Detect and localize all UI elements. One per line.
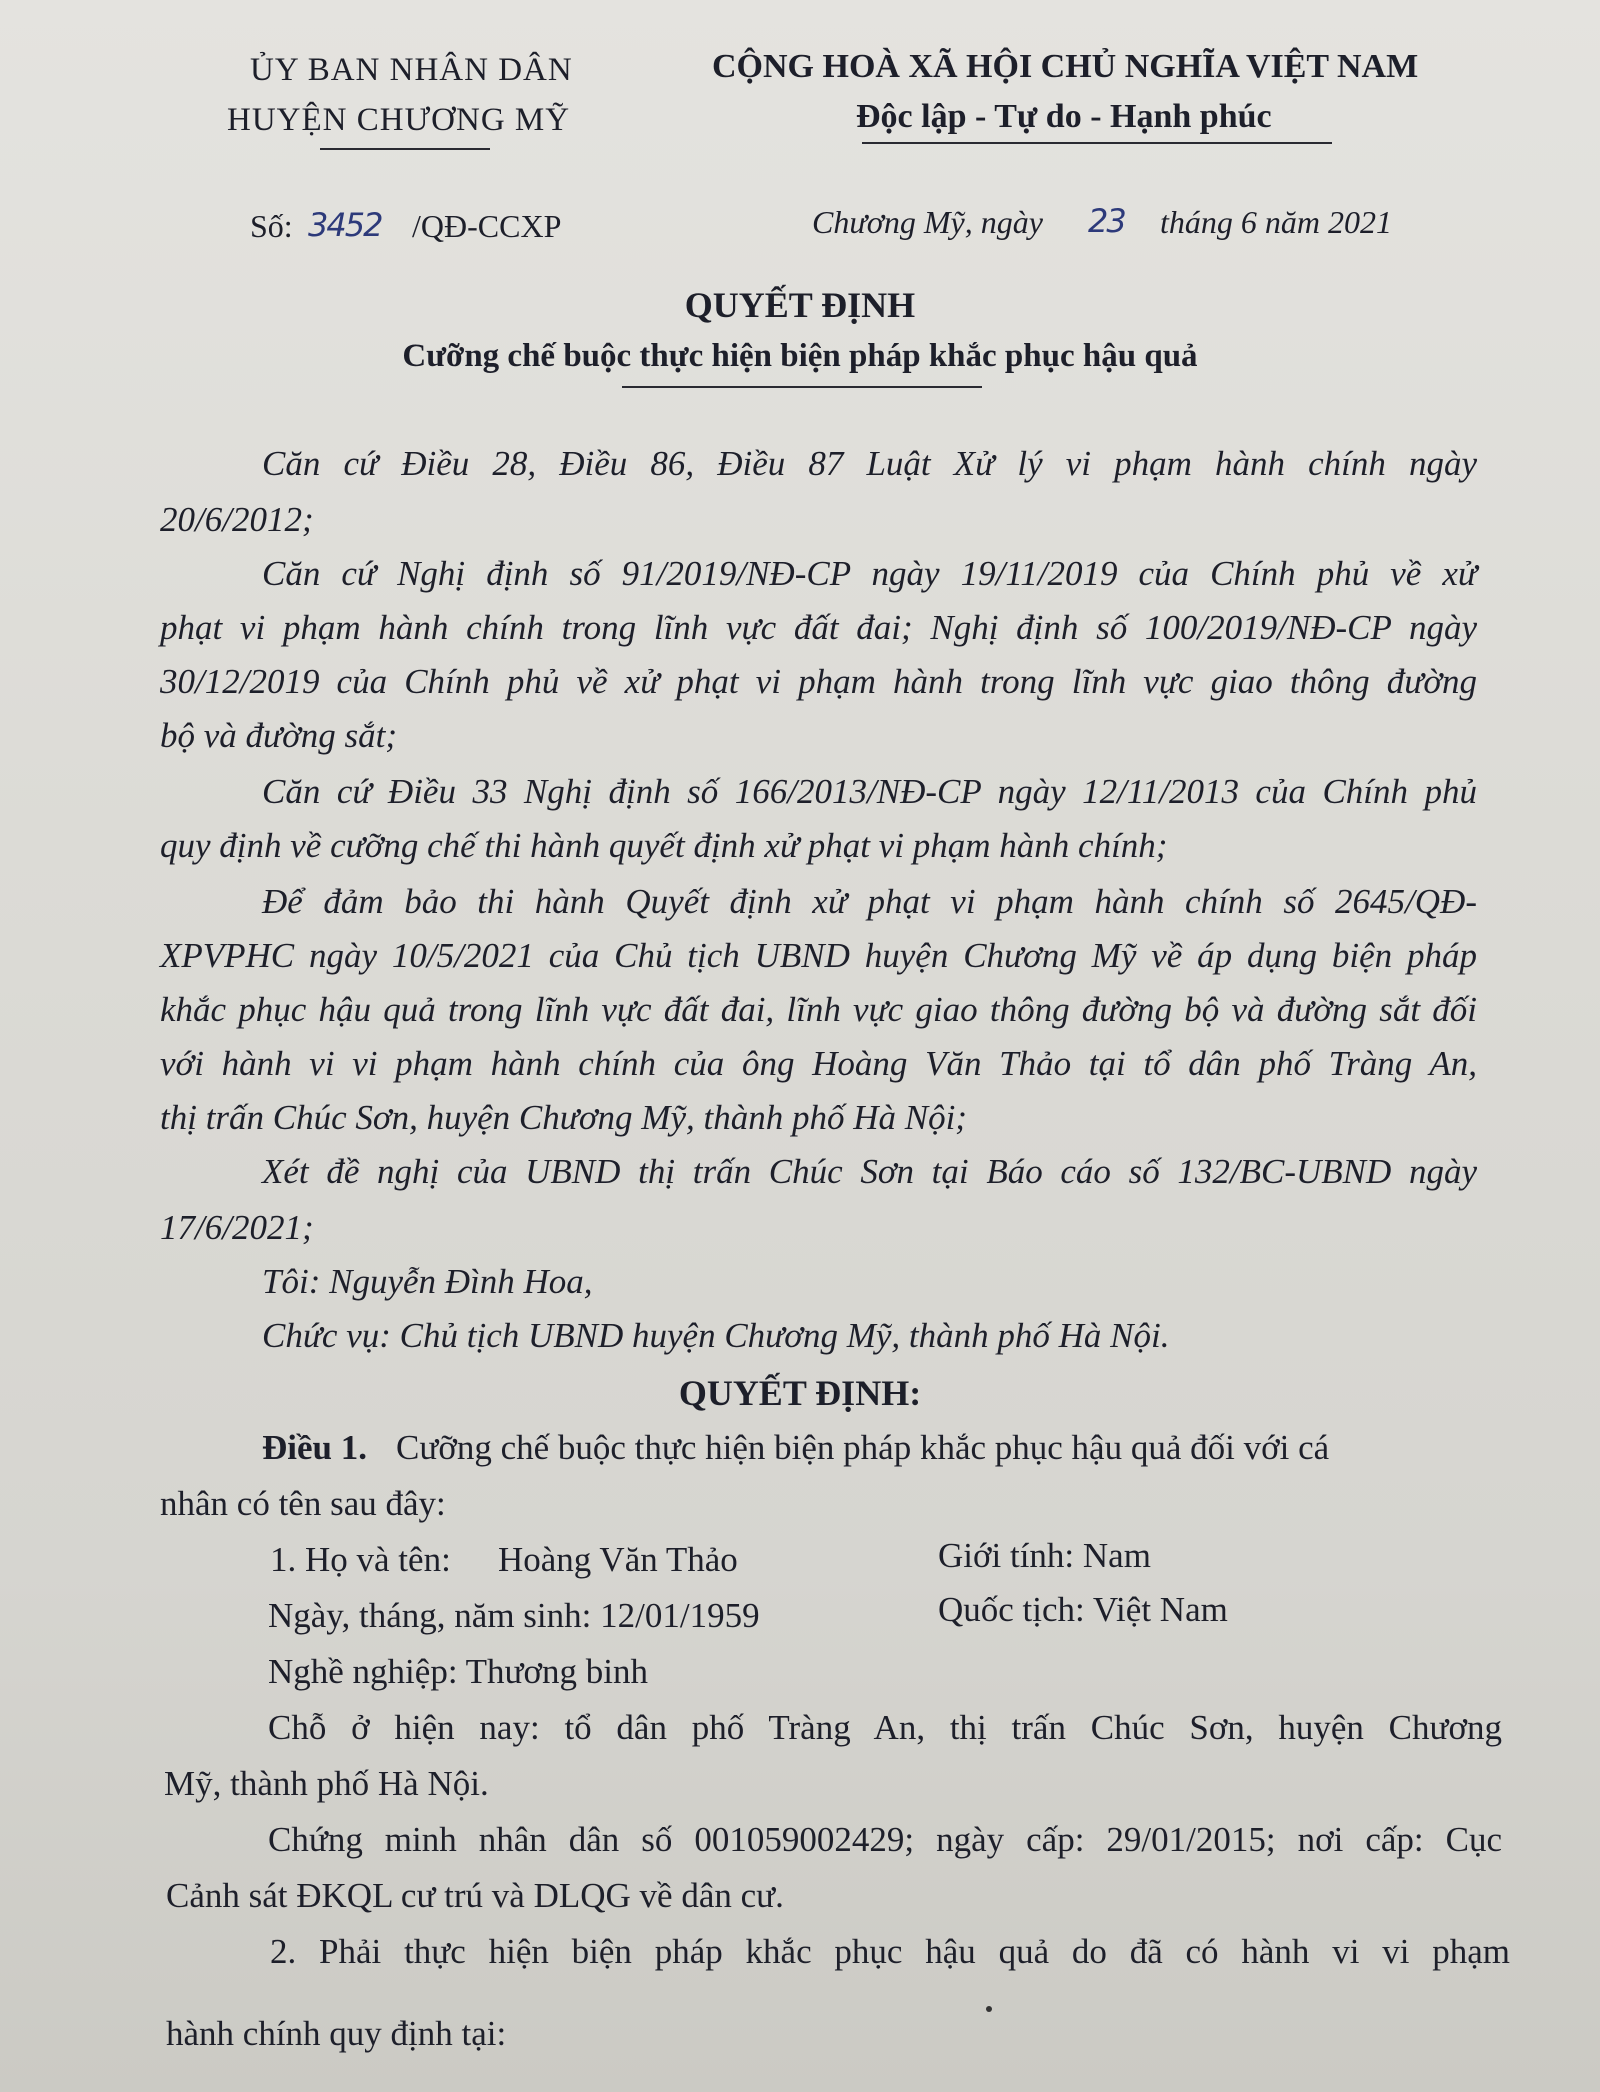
district-name: HUYỆN CHƯƠNG MỸ — [227, 102, 571, 138]
item-2-text: 2. Phải thực hiện biện pháp khắc phục hậu quả do đã có hành vi vi phạm — [270, 1932, 1510, 1971]
article-1-text: nhân có tên sau đây: — [160, 1484, 446, 1523]
preamble-line: Tôi: Nguyễn Đình Hoa, — [262, 1262, 593, 1301]
preamble-line: 17/6/2021; — [160, 1208, 314, 1247]
preamble-line: phạt vi phạm hành chính trong lĩnh vực đất đai; Nghị định số 100/2019/NĐ-CP ngày — [160, 608, 1477, 647]
item-2-text: hành chính quy định tại: — [166, 2014, 507, 2053]
preamble-line: bộ và đường sắt; — [160, 716, 398, 755]
person-nationality: Quốc tịch: Việt Nam — [938, 1590, 1228, 1629]
preamble-line: Căn cứ Điều 28, Điều 86, Điều 87 Luật Xử lý vi phạm hành chính ngày — [262, 444, 1477, 483]
preamble-line: khắc phục hậu quả trong lĩnh vực đất đai, lĩnh vực giao thông đường bộ và đường sắt đối — [160, 990, 1477, 1029]
national-title: CỘNG HOÀ XÃ HỘI CHỦ NGHĨA VIỆT NAM — [712, 48, 1419, 85]
preamble-line: XPVPHC ngày 10/5/2021 của Chủ tịch UBND huyện Chương Mỹ về áp dụng biện pháp — [160, 936, 1477, 975]
name-label: 1. Họ và tên: — [270, 1540, 451, 1579]
ink-dot — [986, 2006, 992, 2012]
agency-name: ỦY BAN NHÂN DÂN — [250, 52, 573, 88]
article-1-text: Cưỡng chế buộc thực hiện biện pháp khắc phục hậu quả đối với cá — [396, 1428, 1330, 1467]
national-motto: Độc lập - Tự do - Hạnh phúc — [856, 98, 1272, 135]
person-address: Chỗ ở hiện nay: tổ dân phố Tràng An, thị trấn Chúc Sơn, huyện Chương — [268, 1708, 1502, 1747]
person-gender: Giới tính: Nam — [938, 1536, 1151, 1575]
person-occupation: Nghề nghiệp: Thương binh — [268, 1652, 648, 1691]
preamble-line: Chức vụ: Chủ tịch UBND huyện Chương Mỹ, thành phố Hà Nội. — [262, 1316, 1170, 1355]
motto-underline — [862, 142, 1332, 144]
person-address: Mỹ, thành phố Hà Nội. — [164, 1764, 489, 1803]
preamble-line: với hành vi vi phạm hành chính của ông Hoàng Văn Thảo tại tổ dân phố Tràng An, — [160, 1044, 1477, 1083]
document-number-handwritten: 3452 — [308, 206, 382, 244]
preamble-line: 20/6/2012; — [160, 500, 314, 539]
subtitle-underline — [622, 386, 982, 388]
preamble-line: 30/12/2019 của Chính phủ về xử phạt vi phạm hành trong lĩnh vực giao thông đường — [160, 662, 1477, 701]
preamble-line: Căn cứ Nghị định số 91/2019/NĐ-CP ngày 19/11/2019 của Chính phủ về xử — [262, 554, 1477, 593]
document-number-label: Số: — [250, 208, 293, 244]
person-dob: Ngày, tháng, năm sinh: 12/01/1959 — [268, 1596, 760, 1635]
person-id: Cảnh sát ĐKQL cư trú và DLQG về dân cư. — [166, 1876, 784, 1915]
decision-subtitle: Cưỡng chế buộc thực hiện biện pháp khắc phục hậu quả — [402, 338, 1198, 374]
person-name: Hoàng Văn Thảo — [498, 1540, 738, 1579]
agency-underline — [320, 148, 490, 150]
decision-title: QUYẾT ĐỊNH — [684, 285, 916, 325]
date-suffix: tháng 6 năm 2021 — [1160, 204, 1392, 240]
preamble-line: quy định về cưỡng chế thi hành quyết định xử phạt vi phạm hành chính; — [160, 826, 1168, 865]
date-prefix: Chương Mỹ, ngày — [812, 204, 1043, 240]
article-1-label: Điều 1. — [262, 1428, 367, 1467]
preamble-line: Để đảm bảo thi hành Quyết định xử phạt vi phạm hành chính số 2645/QĐ- — [262, 882, 1477, 921]
date-day-handwritten: 23 — [1088, 202, 1125, 240]
person-id: Chứng minh nhân dân số 001059002429; ngày cấp: 29/01/2015; nơi cấp: Cục — [268, 1820, 1502, 1859]
preamble-line: thị trấn Chúc Sơn, huyện Chương Mỹ, thành phố Hà Nội; — [160, 1098, 967, 1137]
preamble-line: Căn cứ Điều 33 Nghị định số 166/2013/NĐ-CP ngày 12/11/2013 của Chính phủ — [262, 772, 1477, 811]
decision-section-heading: QUYẾT ĐỊNH: — [678, 1373, 922, 1413]
preamble-line: Xét đề nghị của UBND thị trấn Chúc Sơn tại Báo cáo số 132/BC-UBND ngày — [262, 1152, 1477, 1191]
document-number-suffix: /QĐ-CCXP — [412, 208, 562, 244]
